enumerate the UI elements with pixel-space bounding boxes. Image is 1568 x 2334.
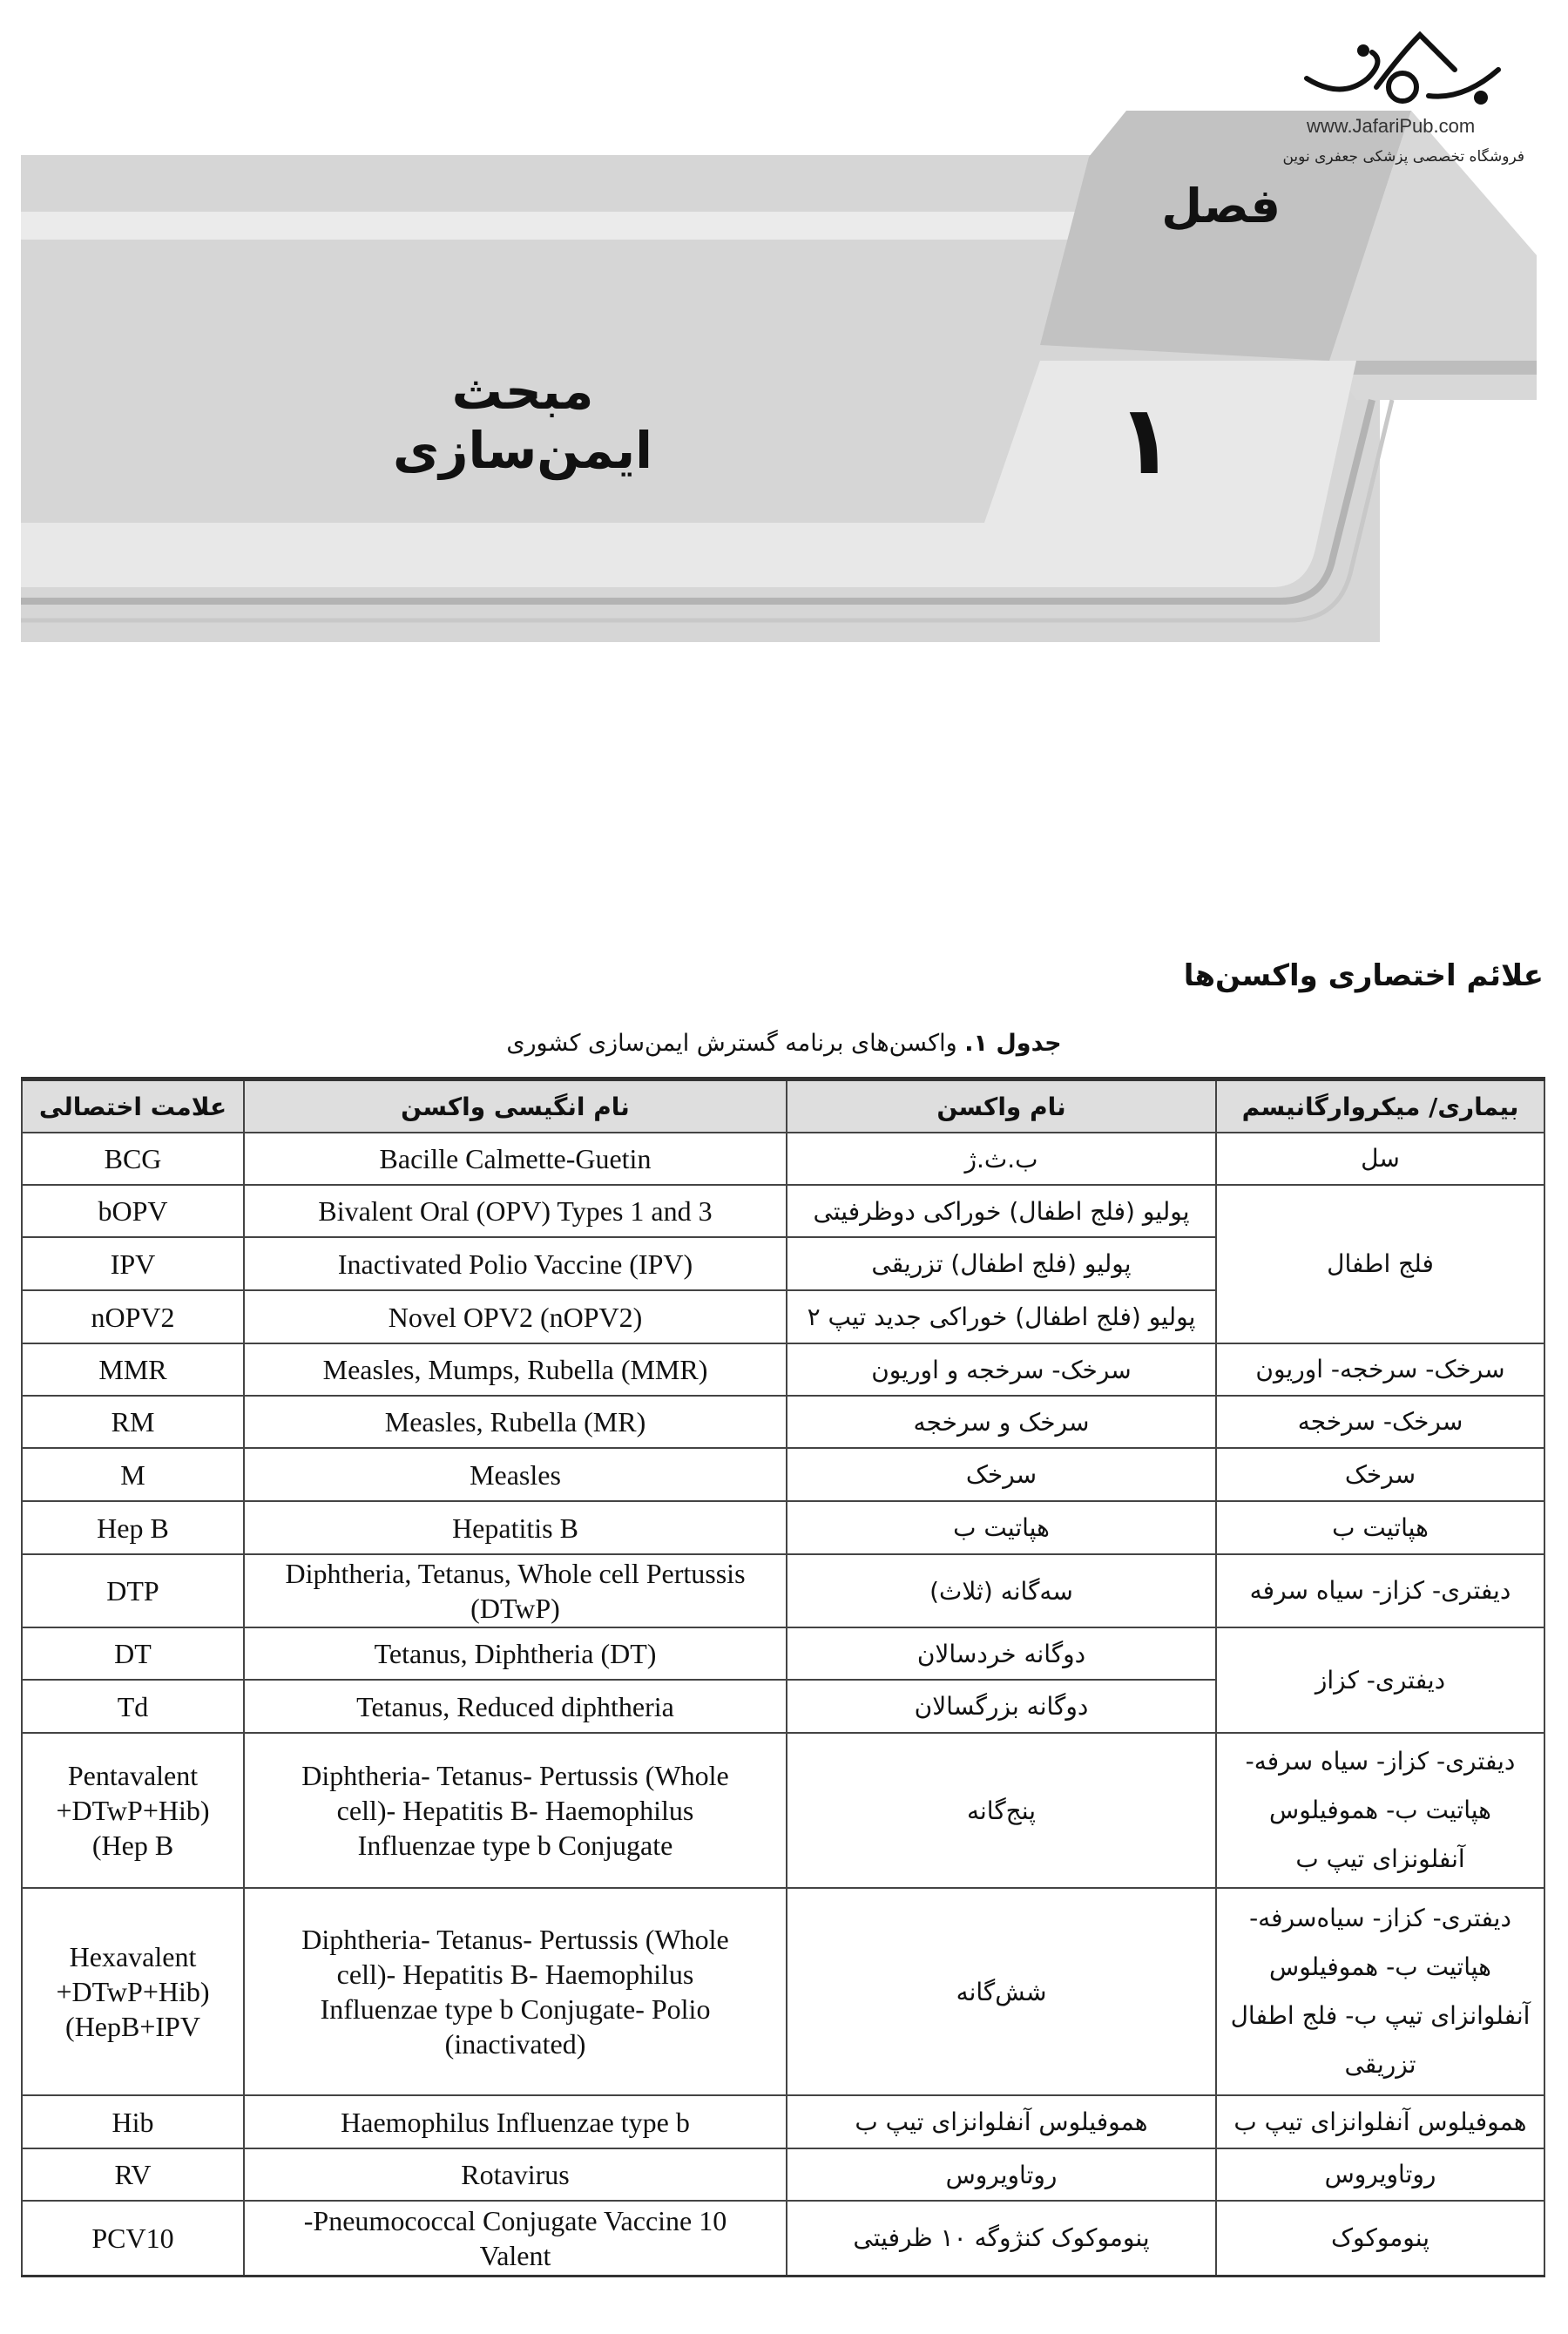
publisher-logo: [1289, 17, 1516, 122]
cell-vaccine-name: پولیو (فلج اطفال) تزریقی: [787, 1237, 1216, 1290]
header-english-name: نام انگیسی واکسن: [244, 1079, 787, 1133]
cell-vaccine-name: پنج‌گانه: [787, 1733, 1216, 1888]
cell-english-name: Measles: [244, 1448, 787, 1501]
cell-disease: هموفیلوس آنفلوانزای تیپ ب: [1216, 2095, 1544, 2148]
cell-english-name: Measles, Rubella (MR): [244, 1396, 787, 1448]
cell-vaccine-name: سرخک: [787, 1448, 1216, 1501]
cell-abbreviation: Hib: [22, 2095, 244, 2148]
cell-disease: روتاویروس: [1216, 2148, 1544, 2201]
cell-vaccine-name: شش‌گانه: [787, 1888, 1216, 2095]
publisher-store-name: فروشگاه تخصصی پزشکی جعفری نوین: [1282, 148, 1524, 166]
cell-abbreviation: bOPV: [22, 1185, 244, 1237]
table-row: [22, 1396, 1544, 1448]
cell-abbreviation: MMR: [22, 1343, 244, 1396]
cell-disease: دیفتری- کزاز- سیاه سرفه: [1216, 1554, 1544, 1627]
cell-abbreviation: PCV10: [22, 2201, 244, 2276]
cell-disease: دیفتری- کزاز- سیاه‌سرفه- هپاتیت ب- هموفیلوس آنفلوانزای تیپ ب- فلج اطفال تزریقی: [1216, 1888, 1544, 2095]
cell-abbreviation: Pentavalent (DTwP+Hib+ Hep B): [22, 1733, 244, 1888]
header-vaccine-name: نام واکسن: [787, 1079, 1216, 1133]
cell-vaccine-name: دوگانه خردسالان: [787, 1627, 1216, 1680]
table-header-row: [22, 1079, 1544, 1133]
table-row: [22, 1133, 1544, 1185]
table-row: [22, 1448, 1544, 1501]
cell-disease: دیفتری- کزاز: [1216, 1627, 1544, 1733]
table-row: [22, 1733, 1544, 1888]
cell-disease: سرخک: [1216, 1448, 1544, 1501]
cell-abbreviation: BCG: [22, 1133, 244, 1185]
chapter-number: ۱: [1116, 384, 1175, 496]
cell-abbreviation: Td: [22, 1680, 244, 1733]
cell-english-name: Bacille Calmette-Guetin: [244, 1133, 787, 1185]
cell-english-name: Measles, Mumps, Rubella (MMR): [244, 1343, 787, 1396]
cell-english-name: Rotavirus: [244, 2148, 787, 2201]
cell-vaccine-name: سرخک- سرخجه و اوریون: [787, 1343, 1216, 1396]
table-row: [22, 1343, 1544, 1396]
publisher-url: www.JafariPub.com: [1307, 115, 1476, 137]
cell-english-name: Bivalent Oral (OPV) Types 1 and 3: [244, 1185, 787, 1237]
cell-abbreviation: M: [22, 1448, 244, 1501]
cell-disease: سرخک- سرخجه: [1216, 1396, 1544, 1448]
cell-vaccine-name: روتاویروس: [787, 2148, 1216, 2201]
chapter-title: مبحث ایمن‌سازی: [392, 362, 653, 480]
table-caption-text: واکسن‌های برنامه گسترش ایمن‌سازی کشوری: [506, 1030, 965, 1057]
cell-english-name: Novel OPV2 (nOPV2): [244, 1290, 787, 1343]
cell-english-name: Diphtheria- Tetanus- Pertussis (Whole cell)- Hepatitis B- Haemophilus Influenzae type b Conjugate: [244, 1733, 787, 1888]
cell-vaccine-name: دوگانه بزرگسالان: [787, 1680, 1216, 1733]
table-row: [22, 1185, 1544, 1237]
cell-english-name: Diphtheria- Tetanus- Pertussis (Whole cell)- Hepatitis B- Haemophilus Influenzae type b Conjugate- Polio (inactivated): [244, 1888, 787, 2095]
cell-disease: دیفتری- کزاز- سیاه سرفه- هپاتیت ب- هموفیلوس آنفلونزای تیپ ب: [1216, 1733, 1544, 1888]
cell-abbreviation: RV: [22, 2148, 244, 2201]
chapter-label: فصل: [1161, 179, 1281, 233]
table-row: [22, 2148, 1544, 2201]
cell-english-name: Pneumococcal Conjugate Vaccine 10- Valent: [244, 2201, 787, 2276]
cell-disease: فلج اطفال: [1216, 1185, 1544, 1343]
cell-disease: سرخک- سرخجه- اوریون: [1216, 1343, 1544, 1396]
cell-english-name: Diphtheria, Tetanus, Whole cell Pertussis (DTwP): [244, 1554, 787, 1627]
table-row: [22, 2095, 1544, 2148]
cell-disease: پنوموکوک: [1216, 2201, 1544, 2276]
cell-disease: سل: [1216, 1133, 1544, 1185]
table-caption: [0, 1030, 1568, 1057]
table-row: [22, 1554, 1544, 1627]
cell-abbreviation: Hep B: [22, 1501, 244, 1554]
vaccine-table: [21, 1077, 1545, 2277]
cell-english-name: Haemophilus Influenzae type b: [244, 2095, 787, 2148]
cell-vaccine-name: سرخک و سرخجه: [787, 1396, 1216, 1448]
table-row: [22, 1888, 1544, 2095]
cell-english-name: Hepatitis B: [244, 1501, 787, 1554]
cell-abbreviation: nOPV2: [22, 1290, 244, 1343]
cell-vaccine-name: هپاتیت ب: [787, 1501, 1216, 1554]
cell-vaccine-name: سه‌گانه (ثلاث): [787, 1554, 1216, 1627]
cell-abbreviation: IPV: [22, 1237, 244, 1290]
cell-abbreviation: RM: [22, 1396, 244, 1448]
header-abbreviation: علامت اختصالی: [22, 1079, 244, 1133]
table-row: [22, 1501, 1544, 1554]
cell-vaccine-name: پولیو (فلج اطفال) خوراکی دوظرفیتی: [787, 1185, 1216, 1237]
cell-abbreviation: DT: [22, 1627, 244, 1680]
cell-disease: هپاتیت ب: [1216, 1501, 1544, 1554]
cell-vaccine-name: هموفیلوس آنفلوانزای تیپ ب: [787, 2095, 1216, 2148]
cell-abbreviation: Hexavalent (DTwP+Hib+ HepB+IPV): [22, 1888, 244, 2095]
header-disease: بیماری/ میکروارگانیسم: [1216, 1079, 1544, 1133]
cell-vaccine-name: پنوموکوک کنژوگه ۱۰ ظرفیتی: [787, 2201, 1216, 2276]
cell-english-name: Tetanus, Reduced diphtheria: [244, 1680, 787, 1733]
table-row: [22, 1627, 1544, 1680]
section-heading: علائم اختصاری واکسن‌ها: [1183, 958, 1544, 993]
table-caption-label: جدول ۱.: [964, 1030, 1062, 1057]
cell-vaccine-name: ب.ث.ژ: [787, 1133, 1216, 1185]
cell-abbreviation: DTP: [22, 1554, 244, 1627]
cell-english-name: Tetanus, Diphtheria (DT): [244, 1627, 787, 1680]
cell-english-name: Inactivated Polio Vaccine (IPV): [244, 1237, 787, 1290]
table-row: [22, 2201, 1544, 2276]
cell-vaccine-name: پولیو (فلج اطفال) خوراکی جدید تیپ ۲: [787, 1290, 1216, 1343]
